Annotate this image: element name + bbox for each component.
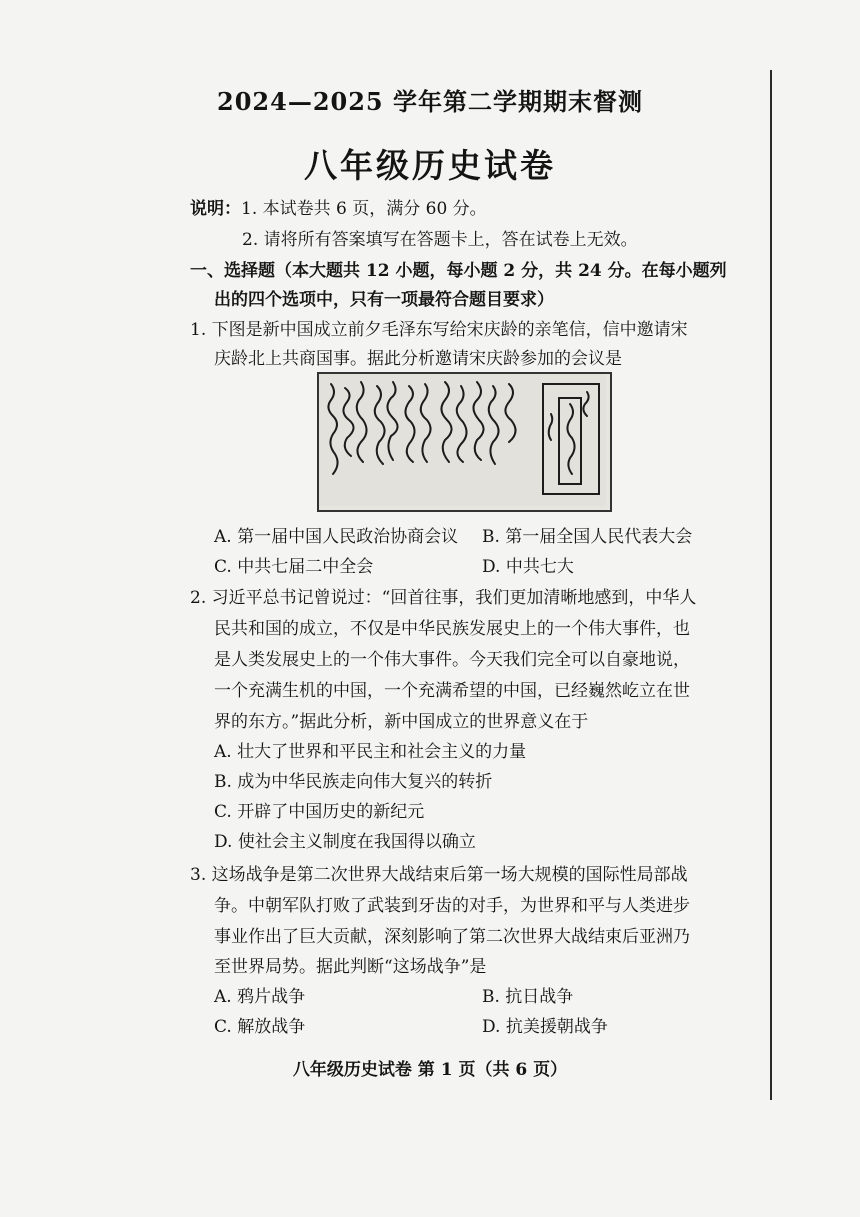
section-heading-line-1: 一、选择题（本大题共 12 小题，每小题 2 分，共 24 分。在每小题列	[190, 261, 727, 281]
option-a: A. 鸦片战争	[214, 987, 306, 1007]
handwritten-letter-image	[319, 374, 606, 506]
option-c: C. 中共七届二中全会	[214, 557, 374, 577]
question-stem-line: 事业作出了巨大贡献，深刻影响了第二次世界大战结束后亚洲乃	[214, 927, 690, 947]
question-stem-line: 庆龄北上共商国事。据此分析邀请宋庆龄参加的会议是	[214, 349, 622, 369]
question-stem-line: 界的东方。”据此分析，新中国成立的世界意义在于	[214, 712, 589, 732]
option-b: B. 抗日战争	[482, 987, 574, 1007]
question-stem-line: 2. 习近平总书记曾说过：“回首往事，我们更加清晰地感到，中华人	[190, 588, 697, 608]
exam-title: 2024—2025 学年第二学期期末督测	[217, 87, 643, 116]
option-d: D. 使社会主义制度在我国得以确立	[214, 832, 476, 852]
question-stem-line: 是人类发展史上的一个伟大事件。今天我们完全可以自豪地说，	[214, 650, 690, 670]
subject-title: 八年级历史试卷	[304, 146, 556, 185]
option-c: C. 解放战争	[214, 1017, 306, 1037]
question-stem-line: 民共和国的成立，不仅是中华民族发展史上的一个伟大事件，也	[214, 619, 690, 639]
question-stem-line: 至世界局势。据此判断“这场战争”是	[214, 957, 487, 977]
question-stem-line: 争。中朝军队打败了武装到牙齿的对手，为世界和平与人类进步	[214, 896, 690, 916]
question-stem-line: 一个充满生机的中国，一个充满希望的中国，已经巍然屹立在世	[214, 681, 690, 701]
option-d: D. 抗美援朝战争	[482, 1017, 608, 1037]
section-heading-line-2: 出的四个选项中，只有一项最符合题目要求）	[214, 290, 554, 310]
option-b: B. 第一届全国人民代表大会	[482, 527, 693, 547]
instruction-item-1: 1. 本试卷共 6 页，满分 60 分。	[241, 199, 487, 219]
question-stem-line: 3. 这场战争是第二次世界大战结束后第一场大规模的国际性局部战	[190, 865, 688, 885]
handwritten-letter-photo	[317, 372, 612, 512]
margin-line	[770, 70, 772, 1100]
question-stem-line: 1. 下图是新中国成立前夕毛泽东写给宋庆龄的亲笔信，信中邀请宋	[190, 320, 688, 340]
option-a: A. 第一届中国人民政治协商会议	[214, 527, 459, 547]
option-a: A. 壮大了世界和平民主和社会主义的力量	[214, 742, 527, 762]
instructions-label: 说明：	[190, 199, 241, 219]
option-c: C. 开辟了中国历史的新纪元	[214, 802, 425, 822]
option-b: B. 成为中华民族走向伟大复兴的转折	[214, 772, 493, 792]
page-footer: 八年级历史试卷 第 1 页（共 6 页）	[292, 1060, 568, 1080]
instruction-item-2: 2. 请将所有答案填写在答题卡上，答在试卷上无效。	[242, 230, 638, 250]
option-d: D. 中共七大	[482, 557, 574, 577]
